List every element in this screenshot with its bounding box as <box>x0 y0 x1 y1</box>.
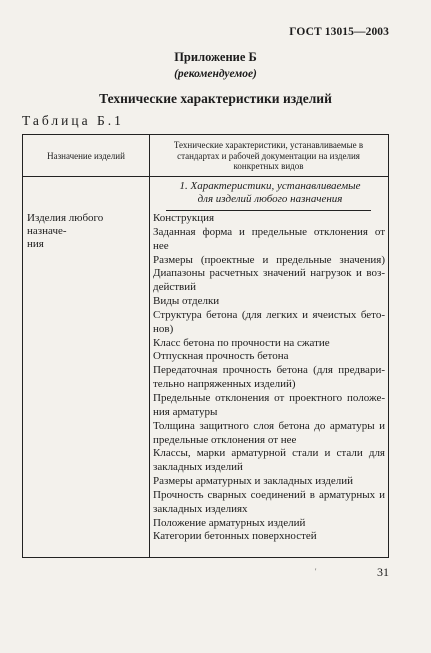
characteristic-line: закладных изделий <box>153 461 243 474</box>
section-line: 1. Характеристики, устанавливаемые <box>179 180 361 192</box>
characteristic-line: предельные отклонения от нее <box>153 433 297 446</box>
section-underline <box>166 210 371 211</box>
characteristic-line: Конструкция <box>153 212 215 224</box>
characteristic-line: Размеры (проектные и предельные значения) <box>153 253 385 266</box>
characteristic-line: действий <box>153 281 197 294</box>
page-title: Технические характеристики изделий <box>99 91 332 106</box>
characteristic-line: закладных изделиях <box>153 502 248 515</box>
characteristic-line: Толщина защитного слоя бетона до арматуры и <box>153 419 385 432</box>
annex-heading: Приложение Б <box>174 50 257 64</box>
header-line: Технические характеристики, устанавливаемые в <box>173 140 364 150</box>
characteristic-line: Отпускная прочность бетона <box>153 350 289 363</box>
column-header-characteristics <box>153 140 384 172</box>
characteristic-line: Размеры арматурных и закладных изделий <box>153 475 354 488</box>
purpose-cell <box>27 212 145 251</box>
purpose-line: Изделия любого назначе- <box>27 212 104 237</box>
characteristic-line: Класс бетона по прочности на сжатие <box>153 336 330 349</box>
characteristics-list <box>153 212 385 544</box>
annex-status: (рекомендуемое) <box>174 68 257 80</box>
section-line: для изделий любого назначения <box>197 193 343 205</box>
header-line: конкретных видов <box>233 161 304 171</box>
standard-number: ГОСТ 13015—2003 <box>289 26 389 38</box>
characteristic-line: Заданная форма и предельные отклонения от <box>153 225 385 238</box>
characteristic-line: Передаточная прочность бетона (для предвари- <box>153 364 385 377</box>
characteristic-line: Прочность сварных соединений в арматурных и <box>153 488 385 501</box>
section-title <box>150 180 390 206</box>
characteristic-line: Классы, марки арматурной стали и стали для <box>153 447 385 460</box>
header-divider <box>23 176 388 177</box>
characteristic-line: Предельные отклонения от проектного положе- <box>153 391 385 404</box>
characteristic-line: Структура бетона (для легких и ячеистых бето- <box>153 308 385 321</box>
page-number: 31 <box>377 565 389 579</box>
purpose-line: ния <box>27 238 44 250</box>
characteristics-table <box>22 134 389 558</box>
scan-mark: ' <box>315 567 317 576</box>
characteristic-line: Положение арматурных изделий <box>153 516 306 529</box>
characteristic-line: нее <box>153 239 169 252</box>
table-caption: Таблица Б.1 <box>22 113 124 128</box>
characteristic-line: Диапазоны расчетных значений нагрузок и воз- <box>153 267 385 280</box>
characteristic-line: тельно напряженных изделий) <box>153 378 296 391</box>
characteristic-line: ния арматуры <box>153 405 218 418</box>
characteristic-line: нов) <box>153 322 174 335</box>
characteristic-line: Категории бетонных поверхностей <box>153 530 317 543</box>
header-line: стандартах и рабочей документации на изделия <box>177 150 360 161</box>
column-header-purpose: Назначение изделий <box>47 151 125 161</box>
characteristic-line: Виды отделки <box>153 295 220 308</box>
